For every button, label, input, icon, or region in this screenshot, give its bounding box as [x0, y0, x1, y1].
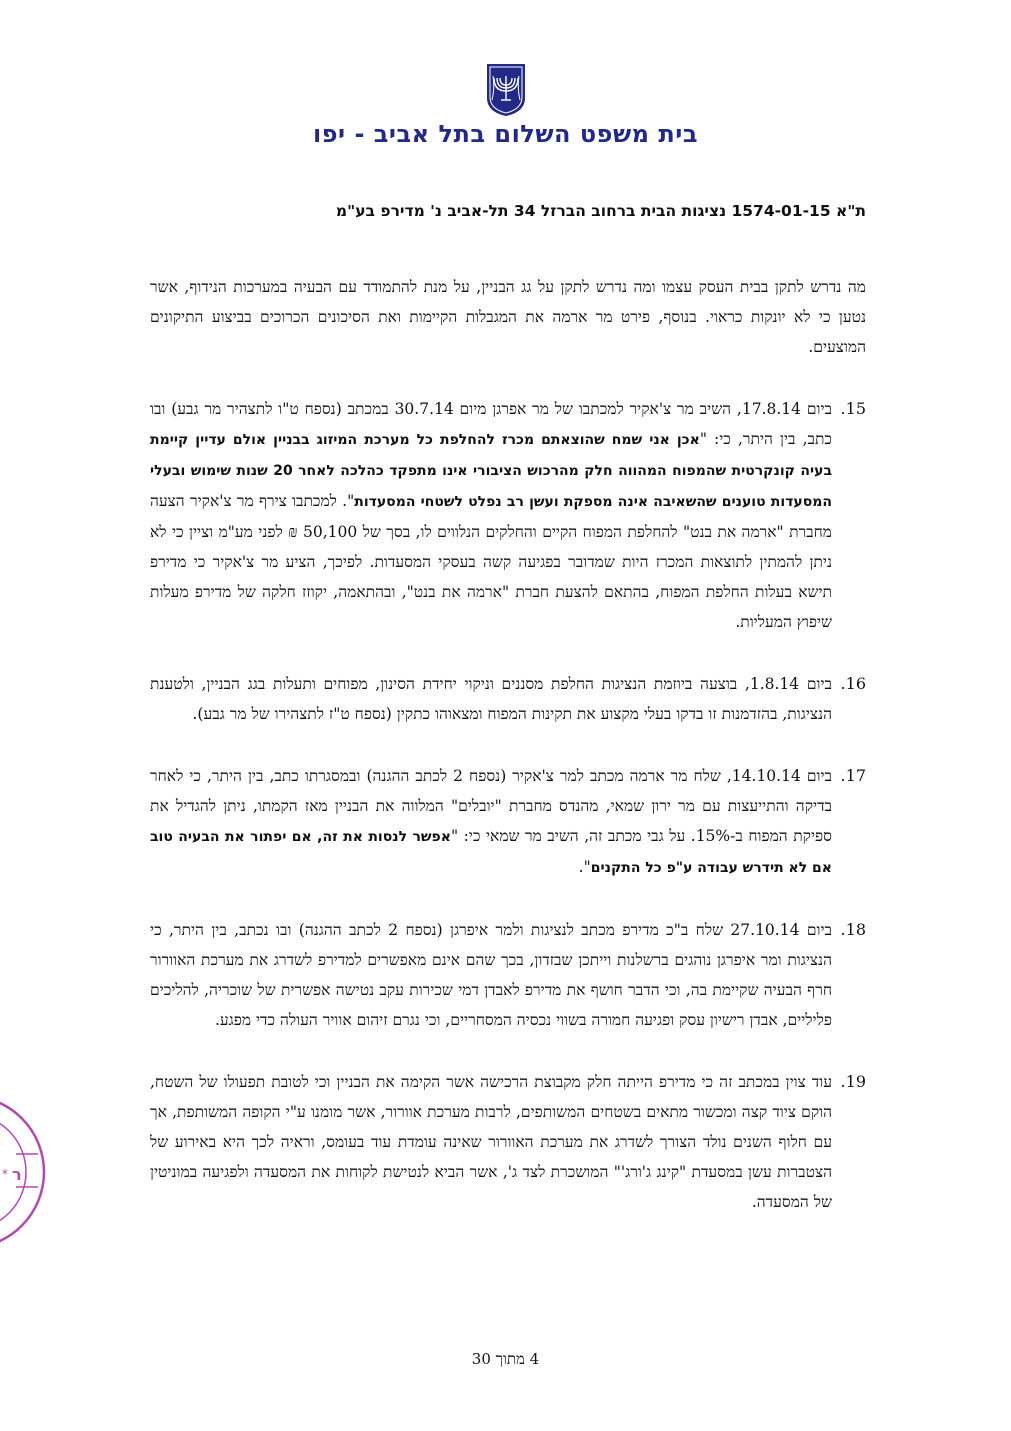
paragraph-number: 15.: [840, 399, 866, 418]
paragraph-number: 18.: [840, 920, 866, 939]
paragraph-number: 16.: [840, 674, 866, 693]
paragraph-text: ".: [578, 858, 591, 876]
document-body: [150, 272, 866, 1249]
paragraph-text: עוד צוין במכתב זה כי מדירפ הייתה חלק מקבוצת הרכישה אשר הקימה את הבניין וכי לטובת תפעולו של השטח, הוקם ציוד קצה ומכשור מתאים בשטחים המשותפים, לרבות מערכת אוורור, אשר מומנו ע"י הקופה המשותפת, אך עם חלוף השנים נולד הצורך לשדרג את מערכת האוורור שאינה עומדת עוד בעומס, וראיה לכך היא באירוע של הצטברות עשן במסעדת "קינג ג'ורג'" המושכרת לצד ג', אשר הביא לנטישת לקוחות את המסעדה ולפגיעה במוניטין של המסעדה.: [150, 1073, 832, 1211]
paragraph-number: 19.: [840, 1072, 866, 1091]
paragraph-number: 17.: [840, 766, 866, 785]
paragraph-17: [150, 761, 866, 883]
quoted-text-bold: אפשר לנסות את זה, אם יפתור את הבעיה טוב אם לא תידרש עבודה ע"פ כל התקנים: [150, 829, 832, 876]
paragraph-text: ביום 1.8.14, בוצעה ביוזמת הנציגות החלפת מסננים וניקוי יחידת הסינון, מפוחים ותעלות בגג הבניין, ולטענת הנציגות, בהזדמנות זו בדקו בעלי מקצוע את תקינות המפוח ומצאוהו כתקין (נספח ט"ז לתצהירו של מר גבע).: [150, 675, 832, 723]
quoted-text-bold: אכן אני שמח שהוצאתם מכרז להחלפת כל מערכת המיזוג בבניין אולם עדיין קיימת בעיה קונקרטית שהמפוח המהווה חלק מהרכוש הציבורי אינו מתפקד כהלכה לאחר 20 שנות שימוש ובעלי המסעדות טוענים שהשאיבה אינה מספקת ועשן רב נפלט לשטחי המסעדות: [150, 432, 832, 510]
court-stamp-icon: [0, 1092, 48, 1252]
case-title: ת"א 1574-01-15 נציגות הבית ברחוב הברזל 34 תל-אביב נ' מדירפ בע"מ: [335, 202, 866, 220]
paragraph-16: [150, 669, 866, 729]
paragraph-text: ". למכתבו צירף מר צ'אקיר הצעה מחברת "ארמה את בנט" להחלפת המפוח הקיים והחלקים הנלווים לו, בסך של 50,100 ₪ לפני מע"מ וציין כי לא ניתן להמתין לתוצאות המכרז היות שמדובר בפגיעה קשה בעסקי המסעדות. לפיכך, הציע מר צ'אקיר כי מדירפ תישא בעלות החלפת המפוח, בהתאם להצעת חברת "ארמה את בנט", ובהתאמה, יקוזז חלקה של מדירפ מעלות שיפוץ המעליות.: [150, 492, 832, 631]
paragraph-text: ביום 17.8.14, השיב מר צ'אקיר למכתבו של מר אפרגן מיום 30.7.14 במכתב (נספח ט"ו לתצהיר מר גבע) ובו כתב, בין היתר, כי: ": [150, 400, 832, 448]
paragraph-18: [150, 915, 866, 1035]
state-emblem-icon: [485, 62, 527, 118]
court-name: בית משפט השלום בתל אביב - יפו: [313, 120, 698, 148]
paragraph-15: [150, 394, 866, 637]
paragraph-text: ביום 14.10.14, שלח מר ארמה מכתב למר צ'אקיר (נספח 2 לכתב ההגנה) ובמסגרתו כתב, בין היתר, כי לאחר בדיקה והתייעצות עם מר ירון שמאי, מהנדס מחברת "יובלים" המלווה את הבניין מאז הקמתו, ניתן להגדיל את ספיקת המפוח ב-15%. על גבי מכתב זה, השיב מר שמאי כי: ": [150, 767, 833, 845]
page-number: 4 מתוך 30: [471, 1350, 540, 1368]
stamp-text: ר: [12, 1165, 22, 1184]
svg-text:*: *: [2, 1167, 8, 1181]
intro-paragraph: מה נדרש לתקן בבית העסק עצמו ומה נדרש לתקן על גג הבניין, על מנת להתמודד עם הבעיה במערכות הנידוף, אשר נטען כי לא יונקות כראוי. בנוסף, פירט מר ארמה את המגבלות הקיימות ואת הסיכונים הכרוכים בביצוע התיקונים המוצעים.: [150, 278, 866, 356]
paragraph-19: [150, 1067, 866, 1217]
paragraph-text: ביום 27.10.14 שלח ב"כ מדירפ מכתב לנציגות ולמר איפרגן (נספח 2 לכתב ההגנה) ובו נכתב, בין היתר, כי הנציגות ומר איפרגן נוהגים ברשלנות וייתכן שבזדון, בכך שהם אינם מאפשרים למדירפ לשדרג את מערכת האוורור חרף הבעיה שקיימת בה, וכי הדבר חושף את מדירפ לאבדן דמי שכירות עקב נטישה אפשרית של שוכריה, להליכים פליליים, אבדן רישיון עסק ופגיעה חמורה בשווי נכסיה המסחריים, וכי נגרם זיהום אוויר העולה כדי מפגע.: [150, 921, 832, 1029]
